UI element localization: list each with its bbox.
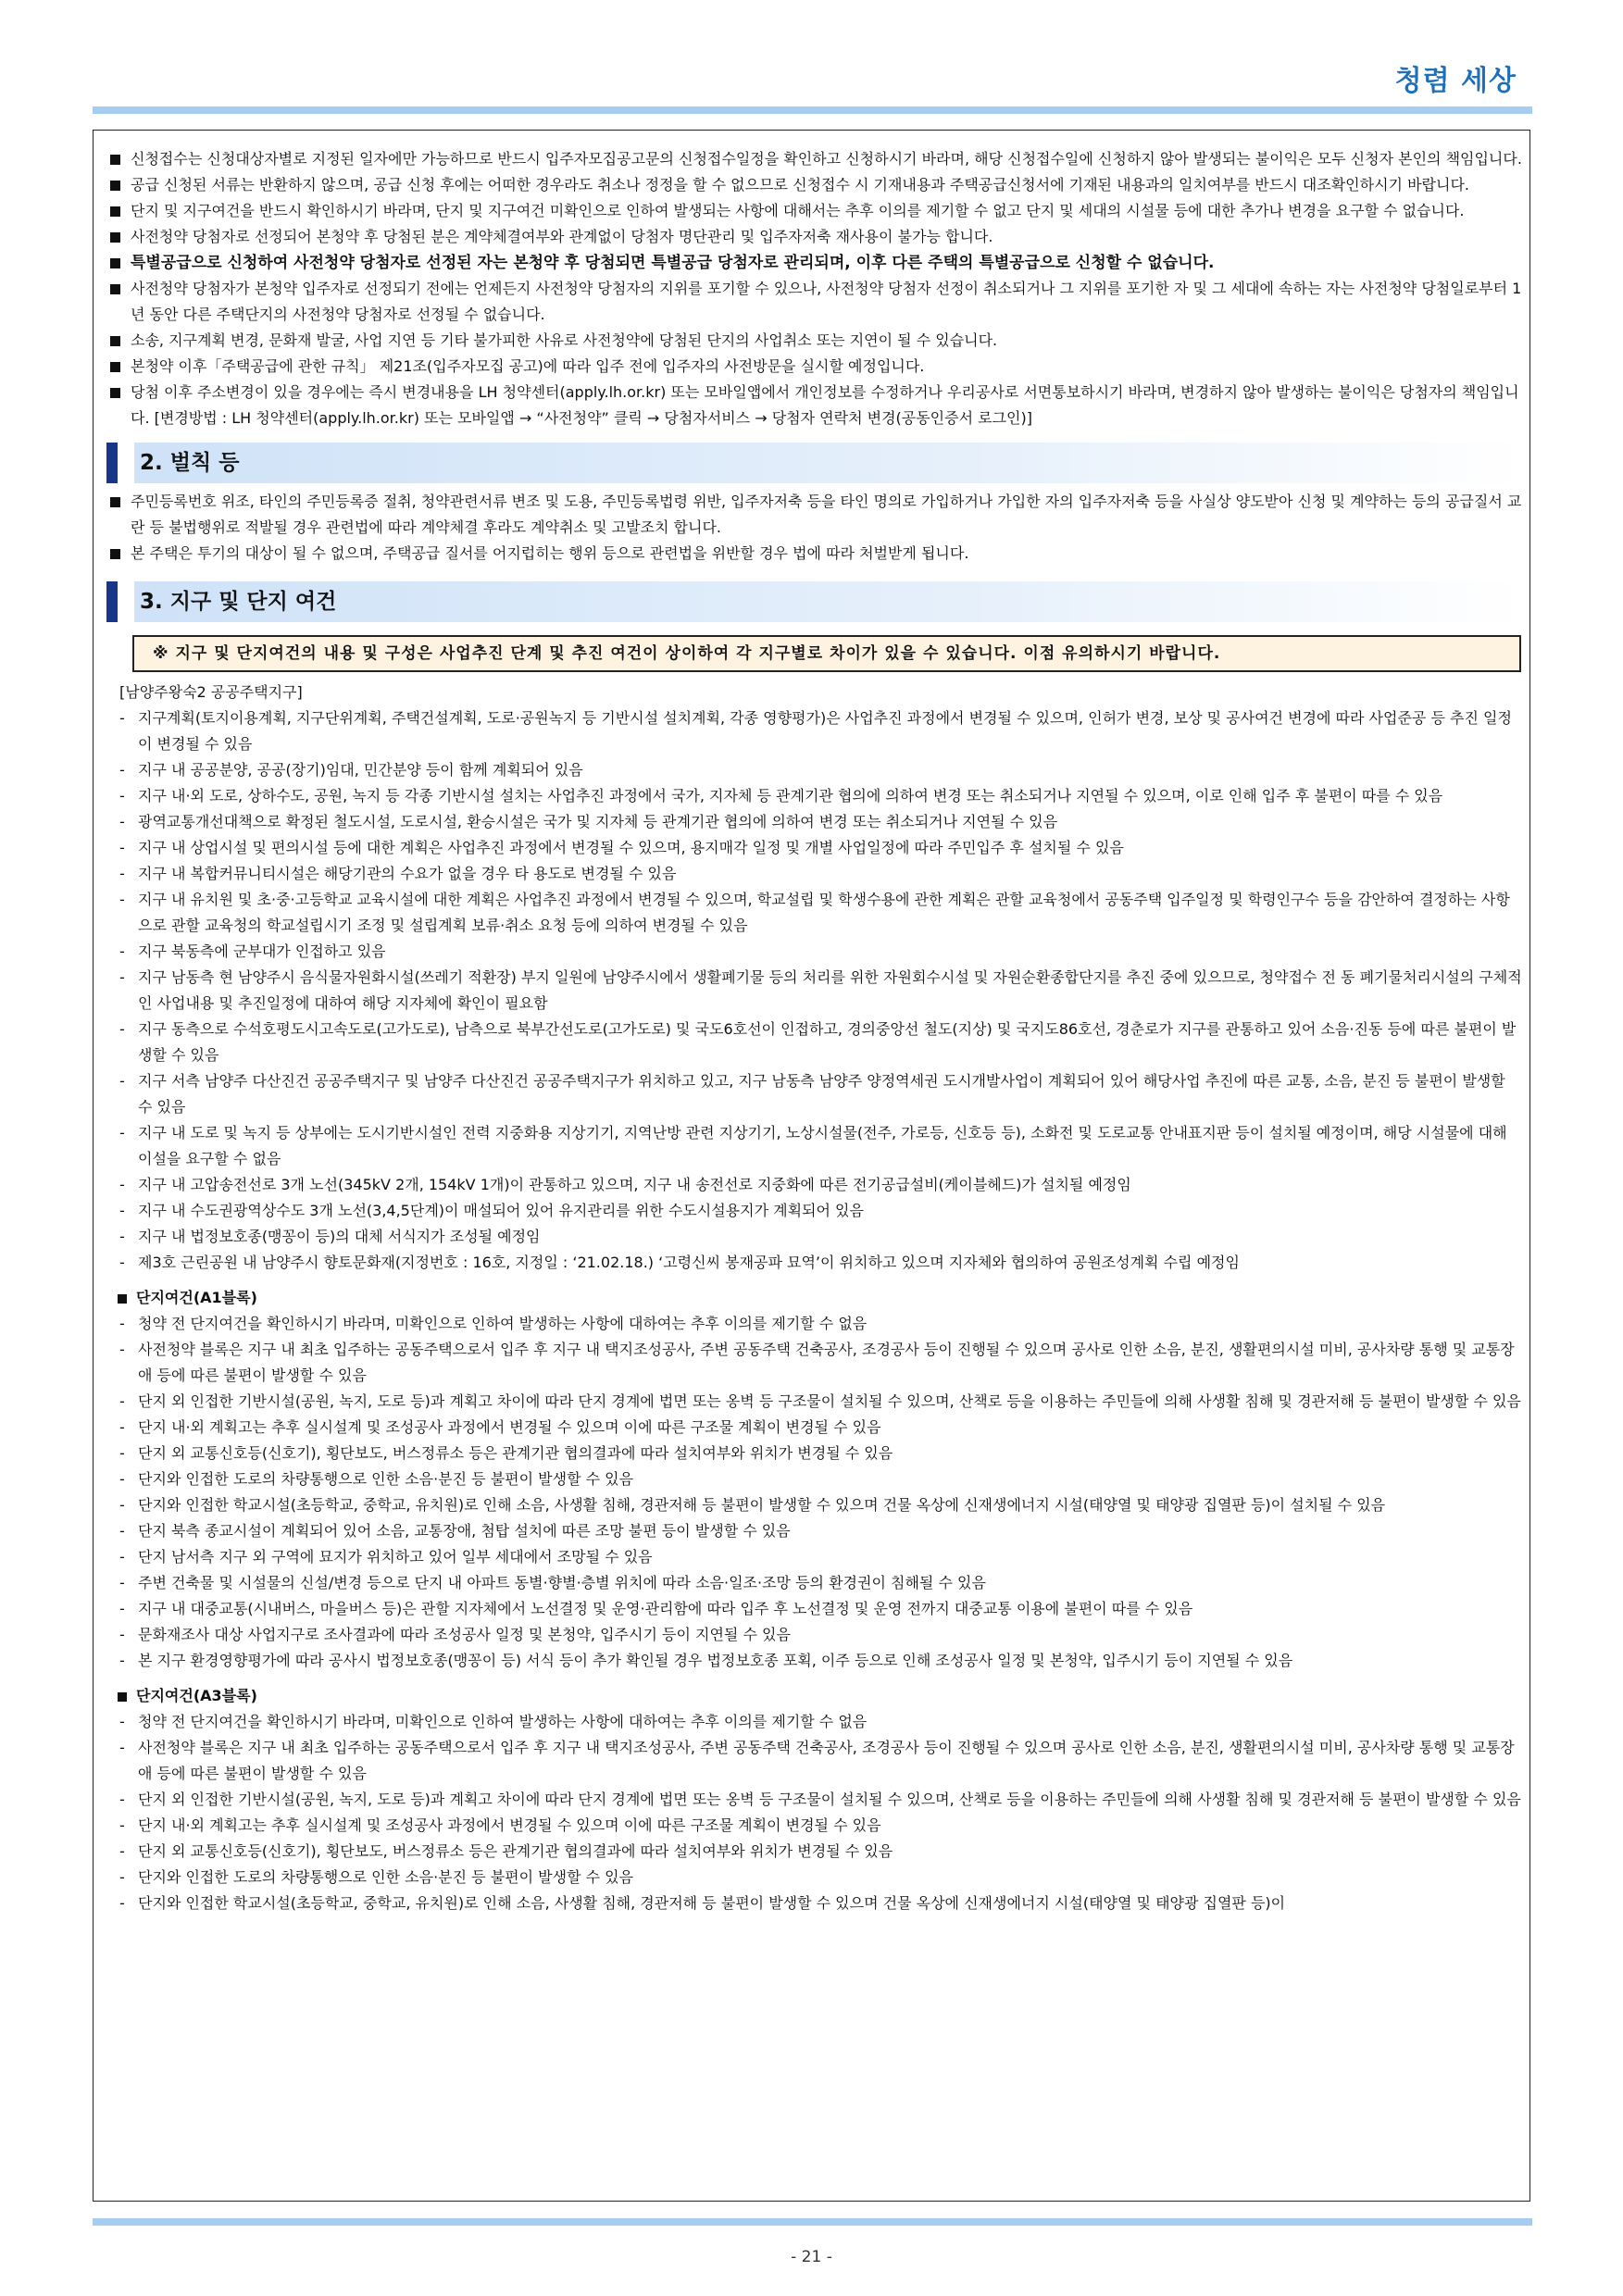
list-item: - 지구 남동측 현 남양주시 음식물자원화시설(쓰레기 적환장) 부지 일원에 남양주시에서 생활폐기물 등의 처리를 위한 자원회수시설 및 자원순환종합단지를 추진 중에 있으므로, 청약접수 전 동 폐기물처리시설의 구체적인 사업내용 및 추진일정에 대하여 해당 지자체에 확인이 필요함 (106, 965, 1523, 1017)
list-item-emphasis: 특별공급으로 신청하여 사전청약 당첨자로 선정된 자는 본청약 후 당첨되면 특별공급 당첨자로 관리되며, 이후 다른 주택의 특별공급으로 신청할 수 없습니다. (106, 250, 1523, 276)
section-marker (106, 581, 118, 622)
list-item: 신청접수는 신청대상자별로 지정된 일자에만 가능하므로 반드시 입주자모집공고문의 신청접수일정을 확인하고 신청하시기 바라며, 해당 신청접수일에 신청하지 않아 발생되는 불이익은 모두 신청자 본인의 책임입니다. (106, 146, 1523, 172)
list-item: - 지구 내·외 도로, 상하수도, 공원, 녹지 등 각종 기반시설 설치는 사업추진 과정에서 국가, 지자체 등 관계기관 협의에 의하여 변경 또는 취소되거나 지연될 수 있으며, 이로 인해 입주 후 불편이 따를 수 있음 (106, 783, 1523, 809)
list-item: - 단지 내·외 계획고는 추후 실시설계 및 조성공사 과정에서 변경될 수 있으며 이에 따른 구조물 계획이 변경될 수 있음 (106, 1813, 1523, 1839)
list-item: - 단지와 인접한 도로의 차량통행으로 인한 소음·분진 등 불편이 발생할 수 있음 (106, 1865, 1523, 1890)
subsection-title-text: 단지여건(A3블록) (136, 1687, 257, 1704)
section-title: 3. 지구 및 단지 여건 (134, 581, 1523, 622)
list-item: 단지 및 지구여건을 반드시 확인하시기 바라며, 단지 및 지구여건 미확인으로 인하여 발생되는 사항에 대해서는 추후 이의를 제기할 수 없고 단지 및 세대의 시설물 등에 대한 추가나 변경을 요구할 수 없습니다. (106, 198, 1523, 224)
header-rule (93, 106, 1532, 114)
list-item: 사전청약 당첨자로 선정되어 본청약 후 당첨된 분은 계약체결여부와 관계없이 당첨자 명단관리 및 입주자저축 재사용이 불가능 합니다. (106, 224, 1523, 250)
footer-rule (93, 2218, 1532, 2226)
section-title: 2. 벌칙 등 (134, 443, 1523, 483)
section-marker (106, 443, 118, 483)
a1-list (106, 1311, 1523, 1674)
section-header-conditions (106, 581, 1523, 622)
a3-list (106, 1709, 1523, 1916)
list-item: - 단지 내·외 계획고는 추후 실시설계 및 조성공사 과정에서 변경될 수 있으며 이에 따른 구조물 계획이 변경될 수 있음 (106, 1415, 1523, 1441)
list-item: 주민등록번호 위조, 타인의 주민등록증 절취, 청약관련서류 변조 및 도용, 주민등록법령 위반, 입주자저축 등을 타인 명의로 가입하거나 가입한 자의 입주자저축 등을 사실상 양도받아 신청 및 계약하는 등의 공급질서 교란 등 불법행위로 적발될 경우 관련법에 따라 계약체결 후라도 계약취소 및 고발조치 합니다. (106, 489, 1523, 541)
list-item: 사전청약 당첨자가 본청약 입주자로 선정되기 전에는 언제든지 사전청약 당첨자의 지위를 포기할 수 있으나, 사전청약 당첨자 선정이 취소되거나 그 지위를 포기한 자 및 그 세대에 속하는 자는 사전청약 당첨일로부터 1년 동안 다른 주택단지의 사전청약 당첨자로 선정될 수 없습니다. (106, 276, 1523, 328)
list-item: - 사전청약 블록은 지구 내 최초 입주하는 공동주택으로서 입주 후 지구 내 택지조성공사, 주변 공동주택 건축공사, 조경공사 등이 진행될 수 있으며 공사로 인한 소음, 분진, 생활편의시설 미비, 공사차량 통행 및 교통장애 등에 따른 불편이 발생할 수 있음 (106, 1735, 1523, 1787)
list-item: - 지구 서측 남양주 다산진건 공공주택지구 및 남양주 다산진건 공공주택지구가 위치하고 있고, 지구 남동측 남양주 양정역세권 도시개발사업이 계획되어 있어 해당사업 추진에 따른 교통, 소음, 분진 등 불편이 발생할 수 있음 (106, 1068, 1523, 1120)
list-item: - 단지 북측 종교시설이 계획되어 있어 소음, 교통장애, 첨탑 설치에 따른 조망 불편 등이 발생할 수 있음 (106, 1518, 1523, 1544)
list-item: - 단지 외 교통신호등(신호기), 횡단보도, 버스정류소 등은 관계기관 협의결과에 따라 설치여부와 위치가 변경될 수 있음 (106, 1441, 1523, 1466)
list-item: - 청약 전 단지여건을 확인하시기 바라며, 미확인으로 인하여 발생하는 사항에 대하여는 추후 이의를 제기할 수 없음 (106, 1311, 1523, 1337)
list-item: - 단지와 인접한 도로의 차량통행으로 인한 소음·분진 등 불편이 발생할 수 있음 (106, 1466, 1523, 1492)
list-item: - 지구 내 상업시설 및 편의시설 등에 대한 계획은 사업추진 과정에서 변경될 수 있으며, 용지매각 일정 및 개별 사업일정에 따라 주민입주 후 설치될 수 있음 (106, 835, 1523, 861)
section-header-penalties (106, 443, 1523, 483)
list-item: - 문화재조사 대상 사업지구로 조사결과에 따라 조성공사 일정 및 본청약, 입주시기 등이 지연될 수 있음 (106, 1622, 1523, 1648)
list-item: - 단지와 인접한 학교시설(초등학교, 중학교, 유치원)로 인해 소음, 사생활 침해, 경관저해 등 불편이 발생할 수 있으며 건물 옥상에 신재생에너지 시설(태양열 및 태양광 집열판 등)이 (106, 1890, 1523, 1916)
logo (1395, 57, 1517, 98)
list-item: - 지구 내 공공분양, 공공(장기)임대, 민간분양 등이 함께 계획되어 있음 (106, 757, 1523, 783)
list-item: - 제3호 근린공원 내 남양주시 향토문화재(지정번호 : 16호, 지정일 : ‘21.02.18.) ‘고령신씨 봉재공파 묘역’이 위치하고 있으며 지자체와 협의하여 공원조성계획 수립 예정임 (106, 1250, 1523, 1276)
logo-text: 청렴 세상 (1394, 65, 1517, 97)
district-list (106, 705, 1523, 1276)
list-item: - 단지 외 인접한 기반시설(공원, 녹지, 도로 등)과 계획고 차이에 따라 단지 경계에 법면 또는 옹벽 등 구조물이 설치될 수 있으며, 산책로 등을 이용하는 주민들에 의해 사생활 침해 및 경관저해 등 불편이 발생할 수 있음 (106, 1787, 1523, 1813)
list-item: 공급 신청된 서류는 반환하지 않으며, 공급 신청 후에는 어떠한 경우라도 취소나 정정을 할 수 없으므로 신청접수 시 기재내용과 주택공급신청서에 기재된 내용과의 일치여부를 반드시 대조확인하시기 바랍니다. (106, 172, 1523, 198)
list-item: 본청약 이후「주택공급에 관한 규칙」 제21조(입주자모집 공고)에 따라 입주 전에 입주자의 사전방문을 실시할 예정입니다. (106, 354, 1523, 380)
list-item: - 단지 남서측 지구 외 구역에 묘지가 위치하고 있어 일부 세대에서 조망될 수 있음 (106, 1544, 1523, 1570)
district-title: [남양주왕숙2 공공주택지구] (119, 683, 303, 701)
list-item: - 지구 북동측에 군부대가 인접하고 있음 (106, 939, 1523, 965)
list-item: - 지구 내 도로 및 녹지 등 상부에는 도시기반시설인 전력 지중화용 지상기기, 지역난방 관련 지상기기, 노상시설물(전주, 가로등, 신호등 등), 소화전 및 도로교통 안내표지판 등이 설치될 예정이며, 해당 시설물에 대해 이설을 요구할 수 없음 (106, 1120, 1523, 1172)
subsection-title-a3 (106, 1683, 1523, 1709)
list-item: - 주변 건축물 및 시설물의 신설/변경 등으로 단지 내 아파트 동별·향별·층별 위치에 따라 소음·일조·조망 등의 환경권이 침해될 수 있음 (106, 1570, 1523, 1596)
list-item: - 지구 내 복합커뮤니티시설은 해당기관의 수요가 없을 경우 타 용도로 변경될 수 있음 (106, 861, 1523, 887)
list-item: - 사전청약 블록은 지구 내 최초 입주하는 공동주택으로서 입주 후 지구 내 택지조성공사, 주변 공동주택 건축공사, 조경공사 등이 진행될 수 있으며 공사로 인한 소음, 분진, 생활편의시설 미비, 공사차량 통행 및 교통장애 등에 따른 불편이 발생할 수 있음 (106, 1337, 1523, 1389)
list-item: - 지구 내 유치원 및 초·중·고등학교 교육시설에 대한 계획은 사업추진 과정에서 변경될 수 있으며, 학교설립 및 학생수용에 관한 계획은 관할 교육청에서 공동주택 입주일정 및 학령인구수 등을 감안하여 결정하는 사항으로 관할 교육청의 학교설립시기 조정 및 설립계획 보류·취소 요청 등에 의하여 변경될 수 있음 (106, 887, 1523, 939)
list-item: - 단지와 인접한 학교시설(초등학교, 중학교, 유치원)로 인해 소음, 사생활 침해, 경관저해 등 불편이 발생할 수 있으며 건물 옥상에 신재생에너지 시설(태양열 및 태양광 집열판 등)이 설치될 수 있음 (106, 1492, 1523, 1518)
penalty-list (106, 489, 1523, 567)
list-item: - 단지 외 인접한 기반시설(공원, 녹지, 도로 등)과 계획고 차이에 따라 단지 경계에 법면 또는 옹벽 등 구조물이 설치될 수 있으며, 산책로 등을 이용하는 주민들에 의해 사생활 침해 및 경관저해 등 불편이 발생할 수 있음 (106, 1389, 1523, 1415)
list-item: - 지구계획(토지이용계획, 지구단위계획, 주택건설계획, 도로·공원녹지 등 기반시설 설치계획, 각종 영향평가)은 사업추진 과정에서 변경될 수 있으며, 인허가 변경, 보상 및 공사여건 변경에 따라 사업준공 등 추진 일정이 변경될 수 있음 (106, 705, 1523, 757)
list-item: - 지구 내 수도권광역상수도 3개 노선(3,4,5단계)이 매설되어 있어 유지관리를 위한 수도시설용지가 계획되어 있음 (106, 1198, 1523, 1224)
list-item: - 지구 내 법정보호종(맹꽁이 등)의 대체 서식지가 조성될 예정임 (106, 1224, 1523, 1250)
list-item: - 단지 외 교통신호등(신호기), 횡단보도, 버스정류소 등은 관계기관 협의결과에 따라 설치여부와 위치가 변경될 수 있음 (106, 1839, 1523, 1865)
list-item: 본 주택은 투기의 대상이 될 수 없으며, 주택공급 질서를 어지럽히는 행위 등으로 관련법을 위반할 경우 법에 따라 처벌받게 됩니다. (106, 541, 1523, 567)
subsection-title-text: 단지여건(A1블록) (136, 1289, 257, 1306)
list-item: - 청약 전 단지여건을 확인하시기 바라며, 미확인으로 인하여 발생하는 사항에 대하여는 추후 이의를 제기할 수 없음 (106, 1709, 1523, 1735)
page-number: - 21 - (791, 2248, 832, 2266)
notice-list (106, 146, 1523, 431)
list-item: 당첨 이후 주소변경이 있을 경우에는 즉시 변경내용을 LH 청약센터(apply.lh.or.kr) 또는 모바일앱에서 개인정보를 수정하거나 우리공사로 서면통보하시기 바라며, 변경하지 않아 발생하는 불이익은 당첨자의 책임입니다. [변경방법 : LH 청약센터(apply.lh.or.kr) 또는 모바일앱 → “사전청약” 클릭 → 당첨자서비스 → 당첨자 연락처 변경(공동인증서 로그인)] (106, 380, 1523, 431)
list-item: 소송, 지구계획 변경, 문화재 발굴, 사업 지연 등 기타 불가피한 사유로 사전청약에 당첨된 단지의 사업취소 또는 지연이 될 수 있습니다. (106, 328, 1523, 354)
list-item: - 지구 동측으로 수석호평도시고속도로(고가도로), 남측으로 북부간선도로(고가도로) 및 국도6호선이 인접하고, 경의중앙선 철도(지상) 및 국지도86호선, 경춘로가 지구를 관통하고 있어 소음·진동 등에 따른 불편이 발생할 수 있음 (106, 1017, 1523, 1068)
page-content (106, 146, 1523, 1916)
subsection-title-a1 (106, 1285, 1523, 1311)
list-item: - 광역교통개선대책으로 확정된 철도시설, 도로시설, 환승시설은 국가 및 지자체 등 관계기관 협의에 의하여 변경 또는 취소되거나 지연될 수 있음 (106, 809, 1523, 835)
list-item: - 본 지구 환경영향평가에 따라 공사시 법정보호종(맹꽁이 등) 서식 등이 추가 확인될 경우 법정보호종 포획, 이주 등으로 인해 조성공사 일정 및 본청약, 입주시기 등이 지연될 수 있음 (106, 1648, 1523, 1674)
list-item: - 지구 내 대중교통(시내버스, 마을버스 등)은 관할 지자체에서 노선결정 및 운영·관리함에 따라 입주 후 노선결정 및 운영 전까지 대중교통 이용에 불편이 따를 수 있음 (106, 1596, 1523, 1622)
list-item: - 지구 내 고압송전선로 3개 노선(345kV 2개, 154kV 1개)이 관통하고 있으며, 지구 내 송전선로 지중화에 따른 전기공급설비(케이블헤드)가 설치될 예정임 (106, 1172, 1523, 1198)
notice-box: ※ 지구 및 단지여건의 내용 및 구성은 사업추진 단계 및 추진 여건이 상이하여 각 지구별로 차이가 있을 수 있습니다. 이점 유의하시기 바랍니다. (132, 635, 1521, 672)
